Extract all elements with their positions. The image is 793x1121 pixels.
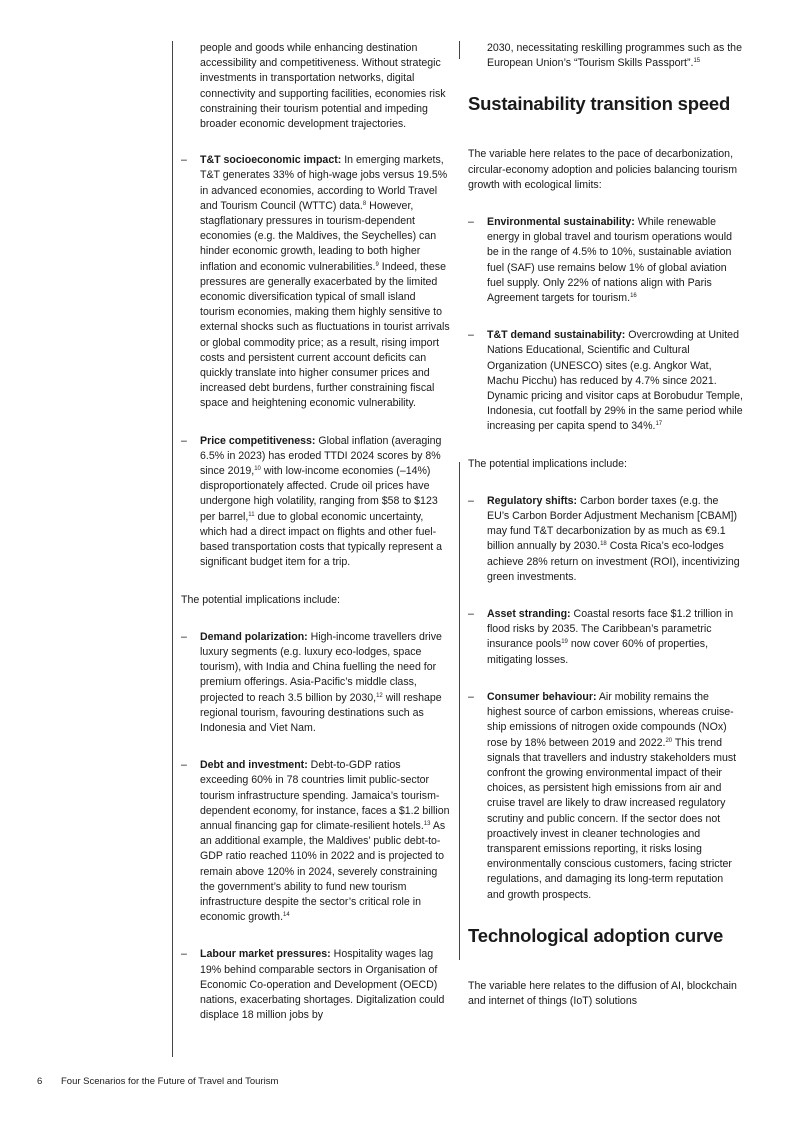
bullet-heading: Demand polarization: [200, 630, 308, 643]
left-column [181, 41, 451, 1023]
bullet-text: Indeed, these pressures are generally exacerbated by the limited economic diversification typical of small island tourism economies, making them highly sensitive to external shocks such as fluctuations in tourist arrivals or global commodity price; as a result, rising import costs and persistent current account deficits can quickly translate into higher consumer prices and increased debt burdens, further constraining fiscal space and heightening economic vulnerability. [200, 260, 450, 410]
section-heading-technology: Technological adoption curve [468, 924, 724, 946]
footnote-ref: 11 [248, 511, 255, 518]
bullet-environmental-sustainability [468, 215, 743, 306]
bullet-debt-and-investment [181, 758, 451, 925]
dash-marker: – [181, 948, 187, 961]
implications-intro: The potential implications include: [468, 457, 627, 470]
bullet-heading: Debt and investment: [200, 759, 308, 772]
footnote-ref: 18 [600, 541, 607, 548]
footnote-ref: 17 [655, 421, 663, 428]
right-column-rule [459, 41, 460, 59]
footnote-ref: 16 [630, 293, 637, 300]
dash-marker: – [468, 690, 474, 703]
bullet-heading: T&T demand sustainability: [487, 329, 626, 342]
dash-marker: – [181, 154, 187, 167]
footnote-ref: 13 [423, 820, 431, 827]
bullet-consumer-behaviour [468, 690, 743, 903]
right-column [468, 41, 743, 1009]
left-column-rule [172, 41, 173, 1057]
left-bullets [181, 153, 451, 570]
bullet-text: In emerging markets, T&T generates 33% of high-wage jobs versus 19.5% in advanced economies, according to World Travel and Tourism Council (WTTC) data. [200, 154, 448, 212]
bullet-regulatory-shifts [468, 494, 743, 585]
section-intro: The variable here relates to the pace of decarbonization, circular-economy adoption and policies balancing tourism growth with ecological limits: [468, 148, 738, 191]
bullet-tt-demand-sustainability [468, 328, 743, 434]
continuation-text [468, 41, 743, 71]
bullet-text: Global inflation (averaging 6.5% in 2023) has eroded TTDI 2024 scores by 8% since 2019, [200, 434, 442, 478]
bullet-heading: Environmental sustainability: [487, 216, 635, 229]
footnote-ref: 14 [283, 912, 290, 919]
footnote-ref: 20 [665, 737, 673, 744]
dash-marker: – [468, 216, 474, 229]
bullet-text: Hospitality wages lag 19% behind comparable sectors in Organisation of Economic Co-operation and Development (OECD) nations, exacerbating shortages. Digitalization could displace 18 million jobs by [200, 948, 445, 1022]
continuation-span: 2030, necessitating reskilling programmes such as the European Union’s “Tourism Skills Passport”. [487, 42, 742, 70]
bullet-demand-polarization [181, 630, 451, 736]
bullet-text: Debt-to-GDP ratios exceeding 60% in 78 countries limit public-sector tourism infrastructure spending. Jamaica’s tourism-dependent economy, for instance, faces a $1.2 billion annual financing gap for climate-resilient hotels. [200, 759, 450, 832]
footnote-ref: 12 [376, 692, 383, 699]
page-footer [37, 1076, 278, 1087]
bullet-text: Air mobility remains the highest source of carbon emissions, whereas cruise-ship emissions of nitrogen oxide compounds (NOx) rose by 18% between 2019 and 2022. [487, 690, 734, 749]
bullet-text: Costa Rica’s eco-lodges achieve 28% return on investment (ROI), incentivizing green investments. [487, 540, 740, 583]
bullet-price-competitiveness [181, 434, 451, 571]
bullet-text: However, stagflationary pressures in tourism-dependent economies (e.g. the Maldives, the Seychelles) can hinder economic growth, leading to both higher inflation and economic vulnerabilities. [200, 199, 437, 273]
footnote-ref: 19 [561, 639, 568, 646]
bullet-asset-stranding [468, 607, 743, 668]
bullet-text: due to global economic uncertainty, which had a direct impact on flights and other fuel-based transportation costs that typically represent a significant budget item for a trip. [200, 510, 443, 569]
section-intro: The variable here relates to the diffusion of AI, blockchain and internet of things (IoT) solutions [468, 979, 737, 1007]
footnote-ref: 9 [375, 261, 379, 268]
bullet-text: now cover 60% of properties, mitigating losses. [487, 638, 709, 666]
bullet-tt-socioeconomic-impact [181, 153, 451, 411]
left-implications [181, 630, 451, 1024]
dash-marker: – [468, 608, 474, 621]
dash-marker: – [181, 759, 187, 772]
right-column-rule-bottom [459, 462, 460, 960]
bullet-text: Carbon border taxes (e.g. the EU’s Carbon Border Adjustment Mechanism [CBAM]) may fund T&T decarbonization by as much as €9.1 billion annually by 2030. [487, 494, 738, 553]
bullet-text: As an additional example, the Maldives’ public debt-to-GDP ratio reached 110% in 2022 and is projected to remain above 120% in 2024, severely constraining the government’s ability to fund new tourism infrastructure despite the sector’s critical role in economic growth. [200, 819, 446, 924]
dash-marker: – [181, 434, 187, 447]
sustainability-bullets [468, 215, 743, 435]
bullet-text: with low-income economies (–14%) disproportionately affected. Crude oil prices have undergone high volatility, ranging from $58 to $123 per barrel, [200, 465, 438, 523]
bullet-heading: Regulatory shifts: [487, 494, 578, 507]
bullet-text: While renewable energy in global travel and tourism operations would be in the range of 4.5% to 10%, sustainable aviation fuel (SAF) use remains below 1% of global aviation fuel supply. Only 22% of nations align with Paris Agreement targets for tourism. [487, 216, 732, 305]
bullet-heading: T&T socioeconomic impact: [200, 154, 342, 167]
footnote-ref: 8 [362, 200, 367, 207]
document-title: Four Scenarios for the Future of Travel and Tourism [61, 1076, 279, 1087]
footnote-ref: 15 [693, 58, 701, 65]
bullet-heading: Consumer behaviour: [487, 690, 597, 703]
dash-marker: – [181, 630, 187, 643]
bullet-text: Coastal resorts face $1.2 trillion in flood risks by 2035. The Caribbean’s parametric insurance pools [487, 608, 734, 651]
bullet-heading: Asset stranding: [487, 608, 571, 621]
bullet-text: High-income travellers drive luxury segments (e.g. luxury eco-lodges, space tourism), with India and China fuelling the need for premium offerings. Asia-Pacific’s middle class, projected to reach 3.5 billion by 2030, [200, 630, 442, 704]
continuation-text: people and goods while enhancing destination accessibility and competitiveness. Without strategic investments in transportation networks, digital connectivity and supporting facilities, economies risk constraining their tourism potential and impeding broader economic development trajectories. [200, 42, 446, 131]
bullet-labour-market-pressures [181, 947, 451, 1023]
bullet-heading: Labour market pressures: [200, 948, 331, 961]
footnote-ref: 10 [254, 466, 261, 473]
dash-marker: – [468, 494, 474, 507]
dash-marker: – [468, 329, 474, 342]
implications-intro: The potential implications include: [181, 593, 340, 606]
bullet-text: This trend signals that travellers and industry stakeholders must confront the growing environmental impact of their choices, as persistent high emissions from air and cruise travel are likely to draw increased regulatory scrutiny and public concern. If the sector does not proactively invest in cleaner technologies and transparent emissions reporting, it risks losing environmentally conscious customers, facing stricter regulations, and damaging its long-term reputation and growth prospects. [487, 736, 737, 901]
bullet-text: Overcrowding at United Nations Educational, Scientific and Cultural Organization (UNESCO) sites (e.g. Angkor Wat, Machu Picchu) has reduced by 4.7% since 2021. Dynamic pricing and visitor caps at Borobudur Temple, Indonesia, cut footfall by 29% in the same period while increasing per capita spend to 34%. [487, 329, 743, 433]
page-number: 6 [37, 1076, 43, 1087]
section-heading-sustainability: Sustainability transition speed [468, 93, 731, 115]
bullet-text: will reshape regional tourism, favouring destinations such as Indonesia and Viet Nam. [200, 691, 442, 734]
sustainability-implications [468, 494, 743, 903]
bullet-heading: Price competitiveness: [200, 434, 316, 447]
